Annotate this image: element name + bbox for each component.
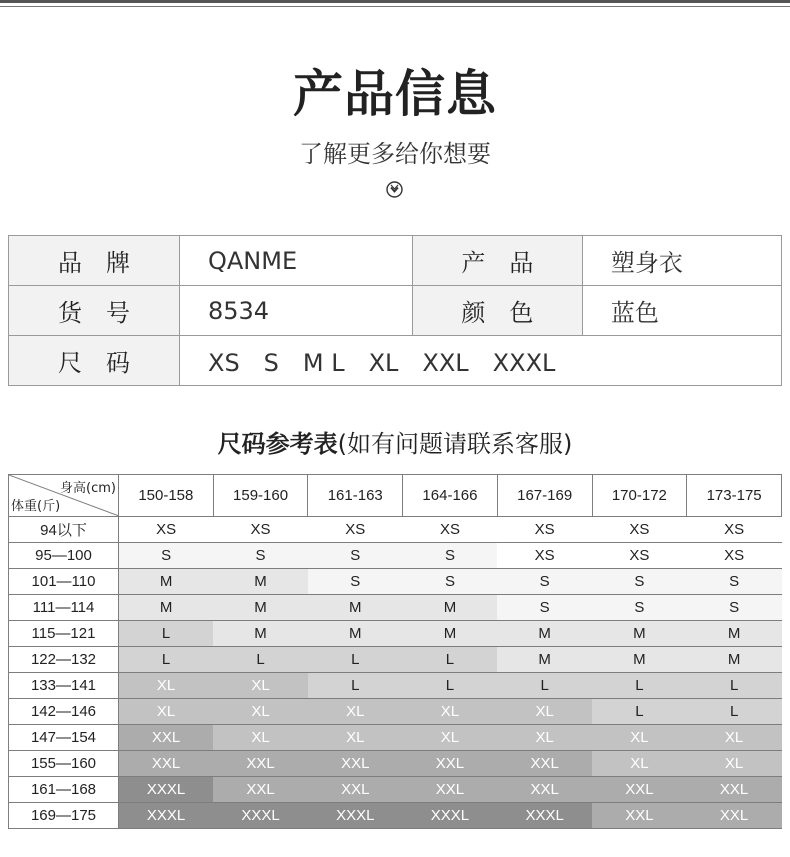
weight-cell: 142—146 xyxy=(9,699,119,725)
size-cell: XXL xyxy=(403,777,498,803)
size-cell: M xyxy=(687,621,782,647)
corner-height-label: 身高(cm) xyxy=(60,481,116,496)
size-cell: XXL xyxy=(119,751,214,777)
size-cell: XXL xyxy=(497,777,592,803)
weight-cell: 111—114 xyxy=(9,595,119,621)
size-cell: M xyxy=(213,595,308,621)
size-label: 尺 码 xyxy=(9,336,180,386)
size-cell: XXL xyxy=(403,751,498,777)
size-cell: XS xyxy=(592,543,687,569)
size-chart-row xyxy=(9,751,782,777)
size-cell: S xyxy=(403,543,498,569)
size-chart-header-row xyxy=(9,475,782,517)
size-cell: S xyxy=(213,543,308,569)
size-cell: XXL xyxy=(592,803,687,829)
size-chart-row xyxy=(9,803,782,829)
size-cell: M xyxy=(403,595,498,621)
size-cell: S xyxy=(687,569,782,595)
size-cell: L xyxy=(687,699,782,725)
size-cell: M xyxy=(308,595,403,621)
size-cell: XL xyxy=(213,699,308,725)
size-cell: XS xyxy=(592,517,687,543)
size-cell: M xyxy=(119,595,214,621)
size-cell: XS xyxy=(213,517,308,543)
size-cell: M xyxy=(592,621,687,647)
size-cell: L xyxy=(119,647,214,673)
info-row-item xyxy=(9,286,782,336)
weight-cell: 133—141 xyxy=(9,673,119,699)
size-cell: XL xyxy=(497,699,592,725)
size-cell: L xyxy=(592,673,687,699)
size-cell: XXXL xyxy=(308,803,403,829)
size-chart-corner xyxy=(9,475,119,517)
size-cell: XXL xyxy=(497,751,592,777)
size-cell: XXXL xyxy=(497,803,592,829)
size-cell: L xyxy=(497,673,592,699)
size-cell: M xyxy=(592,647,687,673)
size-cell: S xyxy=(119,543,214,569)
size-cell: XS xyxy=(687,543,782,569)
size-cell: XS xyxy=(403,517,498,543)
height-header-cell: 170-172 xyxy=(592,475,687,517)
size-cell: M xyxy=(687,647,782,673)
size-cell: XXL xyxy=(687,777,782,803)
size-cell: L xyxy=(403,673,498,699)
top-border-thin xyxy=(0,6,790,7)
height-header-cell: 167-169 xyxy=(497,475,592,517)
size-cell: M xyxy=(497,621,592,647)
size-chart-row xyxy=(9,673,782,699)
size-cell: XXL xyxy=(308,751,403,777)
weight-cell: 115—121 xyxy=(9,621,119,647)
height-header-cell: 173-175 xyxy=(687,475,782,517)
size-cell: XL xyxy=(308,725,403,751)
size-chart-title xyxy=(0,424,790,459)
size-cell: L xyxy=(213,647,308,673)
size-chart-row xyxy=(9,621,782,647)
info-row-size xyxy=(9,336,782,386)
size-cell: S xyxy=(403,569,498,595)
size-cell: XL xyxy=(687,725,782,751)
weight-cell: 161—168 xyxy=(9,777,119,803)
brand-label: 品 牌 xyxy=(9,236,180,286)
size-cell: M xyxy=(119,569,214,595)
size-cell: XXL xyxy=(687,803,782,829)
size-chart-title-note: (如有问题请联系客服) xyxy=(337,430,573,458)
size-cell: XL xyxy=(403,725,498,751)
size-cell: XS xyxy=(497,517,592,543)
page-subtitle: 了解更多给你想要 xyxy=(299,140,491,168)
size-cell: L xyxy=(592,699,687,725)
size-cell: S xyxy=(497,569,592,595)
page-title: 产品信息 xyxy=(293,65,497,123)
size-cell: S xyxy=(308,543,403,569)
weight-cell: 155—160 xyxy=(9,751,119,777)
size-cell: S xyxy=(592,569,687,595)
weight-cell: 169—175 xyxy=(9,803,119,829)
size-cell: XL xyxy=(213,673,308,699)
weight-cell: 147—154 xyxy=(9,725,119,751)
size-cell: M xyxy=(213,569,308,595)
product-value: 塑身衣 xyxy=(582,236,781,286)
size-chart-row xyxy=(9,777,782,803)
item-no-label: 货 号 xyxy=(9,286,180,336)
size-cell: M xyxy=(497,647,592,673)
size-cell: XL xyxy=(592,725,687,751)
size-cell: XXXL xyxy=(213,803,308,829)
size-cell: XL xyxy=(213,725,308,751)
size-chart-row xyxy=(9,543,782,569)
size-cell: XXL xyxy=(308,777,403,803)
height-header-cell: 164-166 xyxy=(403,475,498,517)
size-cell: L xyxy=(119,621,214,647)
size-cell: XL xyxy=(592,751,687,777)
size-cell: L xyxy=(403,647,498,673)
height-header-cell: 150-158 xyxy=(119,475,214,517)
size-chart-body xyxy=(9,517,782,829)
size-cell: XL xyxy=(119,673,214,699)
size-cell: XXXL xyxy=(403,803,498,829)
size-value: XS S M L XL XXL XXXL xyxy=(180,336,782,386)
size-cell: S xyxy=(497,595,592,621)
weight-cell: 95—100 xyxy=(9,543,119,569)
size-chart-row xyxy=(9,699,782,725)
size-cell: XS xyxy=(119,517,214,543)
weight-cell: 101—110 xyxy=(9,569,119,595)
color-label: 颜 色 xyxy=(412,286,582,336)
size-cell: XL xyxy=(497,725,592,751)
size-cell: L xyxy=(308,647,403,673)
corner-weight-label: 体重(斤) xyxy=(11,499,61,514)
size-cell: S xyxy=(592,595,687,621)
size-cell: XL xyxy=(403,699,498,725)
size-chart-row xyxy=(9,517,782,543)
size-cell: S xyxy=(687,595,782,621)
size-cell: M xyxy=(213,621,308,647)
size-chart-table xyxy=(8,474,782,829)
product-info-table xyxy=(8,235,782,386)
size-cell: XXL xyxy=(592,777,687,803)
item-no-value: 8534 xyxy=(180,286,413,336)
weight-cell: 122—132 xyxy=(9,647,119,673)
chevron-down-circle-icon xyxy=(386,181,403,198)
size-cell: XS xyxy=(497,543,592,569)
height-header-cell: 161-163 xyxy=(308,475,403,517)
size-chart-row xyxy=(9,595,782,621)
size-cell: XXL xyxy=(213,777,308,803)
size-cell: M xyxy=(308,621,403,647)
brand-value: QANME xyxy=(180,236,413,286)
size-cell: L xyxy=(308,673,403,699)
size-cell: XL xyxy=(308,699,403,725)
size-cell: XL xyxy=(119,699,214,725)
size-cell: XL xyxy=(687,751,782,777)
product-label: 产 品 xyxy=(412,236,582,286)
height-header-cell: 159-160 xyxy=(213,475,308,517)
size-cell: XS xyxy=(687,517,782,543)
info-row-brand xyxy=(9,236,782,286)
size-chart-title-main: 尺码参考表 xyxy=(217,430,338,458)
size-cell: L xyxy=(687,673,782,699)
size-cell: S xyxy=(308,569,403,595)
size-cell: XS xyxy=(308,517,403,543)
size-cell: XXXL xyxy=(119,777,214,803)
size-chart-row xyxy=(9,569,782,595)
weight-cell: 94以下 xyxy=(9,517,119,543)
size-cell: XXL xyxy=(119,725,214,751)
size-cell: XXXL xyxy=(119,803,214,829)
size-cell: M xyxy=(403,621,498,647)
size-chart-row xyxy=(9,725,782,751)
color-value: 蓝色 xyxy=(582,286,781,336)
size-cell: XXL xyxy=(213,751,308,777)
size-chart-row xyxy=(9,647,782,673)
top-border-thick xyxy=(0,0,790,3)
